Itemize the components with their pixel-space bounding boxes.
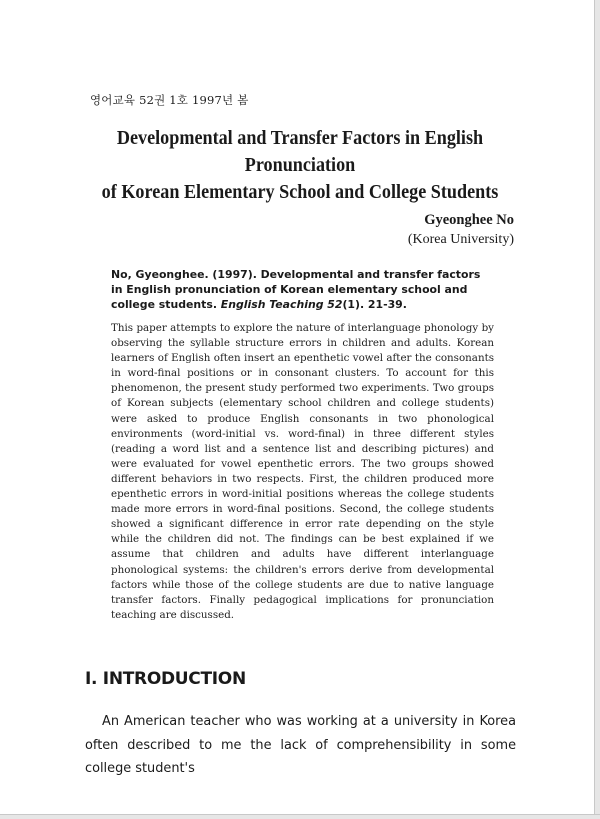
- section-heading: I. INTRODUCTION: [85, 669, 246, 689]
- citation: [111, 268, 494, 312]
- citation-issue-pages: (1). 21-39.: [342, 297, 407, 311]
- title-line-1: Developmental and Transfer Factors in English Pronunciation: [116, 128, 484, 176]
- journal-header: 영어교육 52권 1호 1997년 봄: [90, 93, 249, 107]
- paper-title: [77, 125, 523, 206]
- citation-prefix: No, Gyeonghee. (1997). Developmental and transfer factors in English pronunciation of Korean elementary school and college students.: [111, 268, 481, 311]
- author-name: Gyeonghee No: [424, 212, 514, 228]
- abstract: This paper attempts to explore the nature of interlanguage phonology by observing the syllable structure errors in children and adults. Korean learners of English often insert an epenthetic vowel after the consonants in word-final positions or in consonant clusters. To account for this phenomenon, the present study performed two experiments. Two groups of Korean subjects (elementary school children and college students) were asked to produce English consonants in two phonological environments (word-initial vs. word-final) in three different styles (reading a word list and a sentence list and describing pictures) and were evaluated for vowel epenthetic errors. The two groups showed different behaviors in two respects. First, the children produced more epenthetic errors in word-initial positions whereas the college students made more errors in word-final positions. Second, the college students showed a significant difference in error rate depending on the style while the children did not. The findings can be best explained if we assume that children and adults have different interlanguage phonological systems: the children's errors derive from developmental factors while those of the college students are due to native language transfer factors. Finally pedagogical implications for pronunciation teaching are discussed.: [111, 322, 494, 621]
- author-affiliation: (Korea University): [407, 232, 514, 247]
- page-edge-bottom: [0, 814, 600, 819]
- citation-volume: 52: [327, 297, 343, 311]
- title-line-2: of Korean Elementary School and College Students: [101, 182, 499, 203]
- page-edge-right: [594, 0, 600, 819]
- author-block: [408, 210, 514, 250]
- citation-journal: English Teaching: [220, 297, 324, 311]
- intro-paragraph: An American teacher who was working at a university in Korea often described to me the lack of comprehensibility in some college student's: [85, 714, 516, 776]
